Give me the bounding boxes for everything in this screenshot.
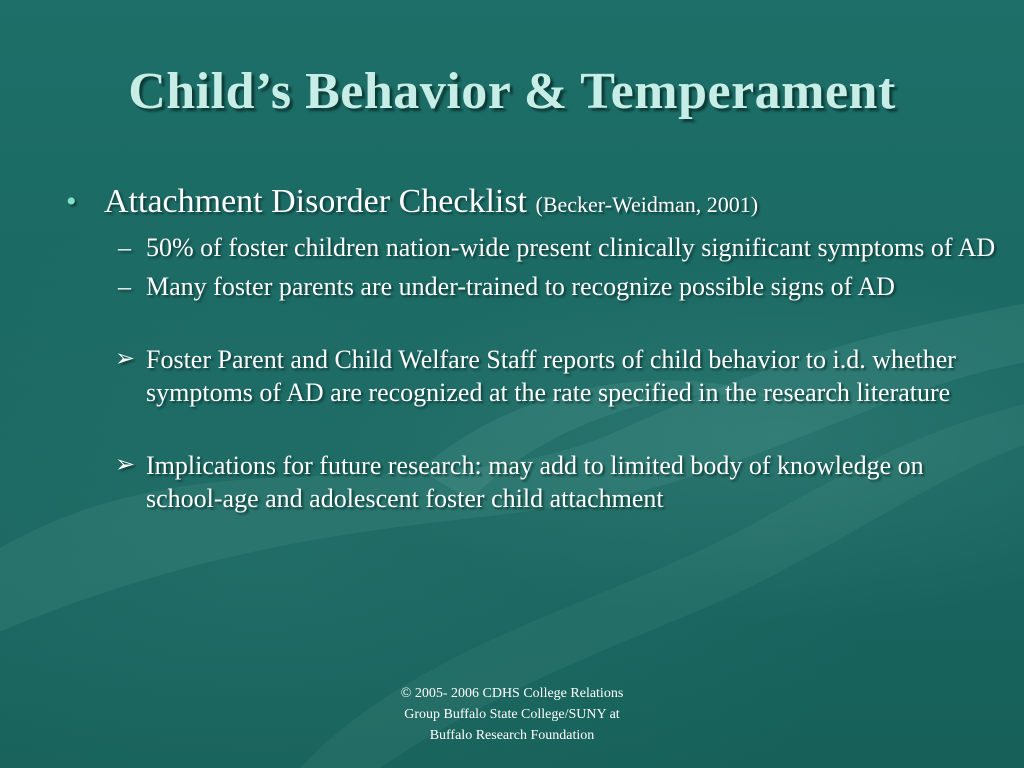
footer-copyright — [362, 683, 662, 746]
sub-item-text: Many foster parents are under-trained to recognize possible signs of AD — [146, 272, 895, 301]
arrow-bullet-icon: ➢ — [115, 346, 136, 372]
arrow-item — [60, 449, 1000, 515]
arrow-item — [60, 343, 1000, 409]
sub-item — [60, 231, 1000, 264]
footer-line: Buffalo Research Foundation — [429, 728, 595, 743]
arrow-item-text: Foster Parent and Child Welfare Staff reports of child behavior to i.d. whether symptoms of AD are recognized at the rate specified in the research literature — [146, 345, 956, 407]
main-bullet-text: Attachment Disorder Checklist — [104, 183, 528, 220]
main-bullet — [60, 182, 1000, 225]
dash-marker: – — [118, 233, 131, 262]
sub-item — [60, 270, 1000, 303]
footer-line: © 2005- 2006 CDHS College Relations — [400, 686, 624, 701]
dash-marker: – — [118, 272, 131, 301]
arrow-bullet-icon: ➢ — [115, 452, 136, 478]
slide-title: Child’s Behavior & Temperament — [128, 63, 896, 120]
sub-item-text: 50% of foster children nation-wide present clinically significant symptoms of AD — [146, 233, 996, 262]
arrow-item-text: Implications for future research: may add to limited body of knowledge on school-age and adolescent foster child attachment — [146, 451, 924, 513]
main-bullet-citation: (Becker-Weidman, 2001) — [535, 192, 759, 217]
bullet-dot-icon: • — [66, 185, 77, 218]
footer-line: Group Buffalo State College/SUNY at — [404, 707, 620, 722]
slide-content — [60, 182, 1000, 515]
